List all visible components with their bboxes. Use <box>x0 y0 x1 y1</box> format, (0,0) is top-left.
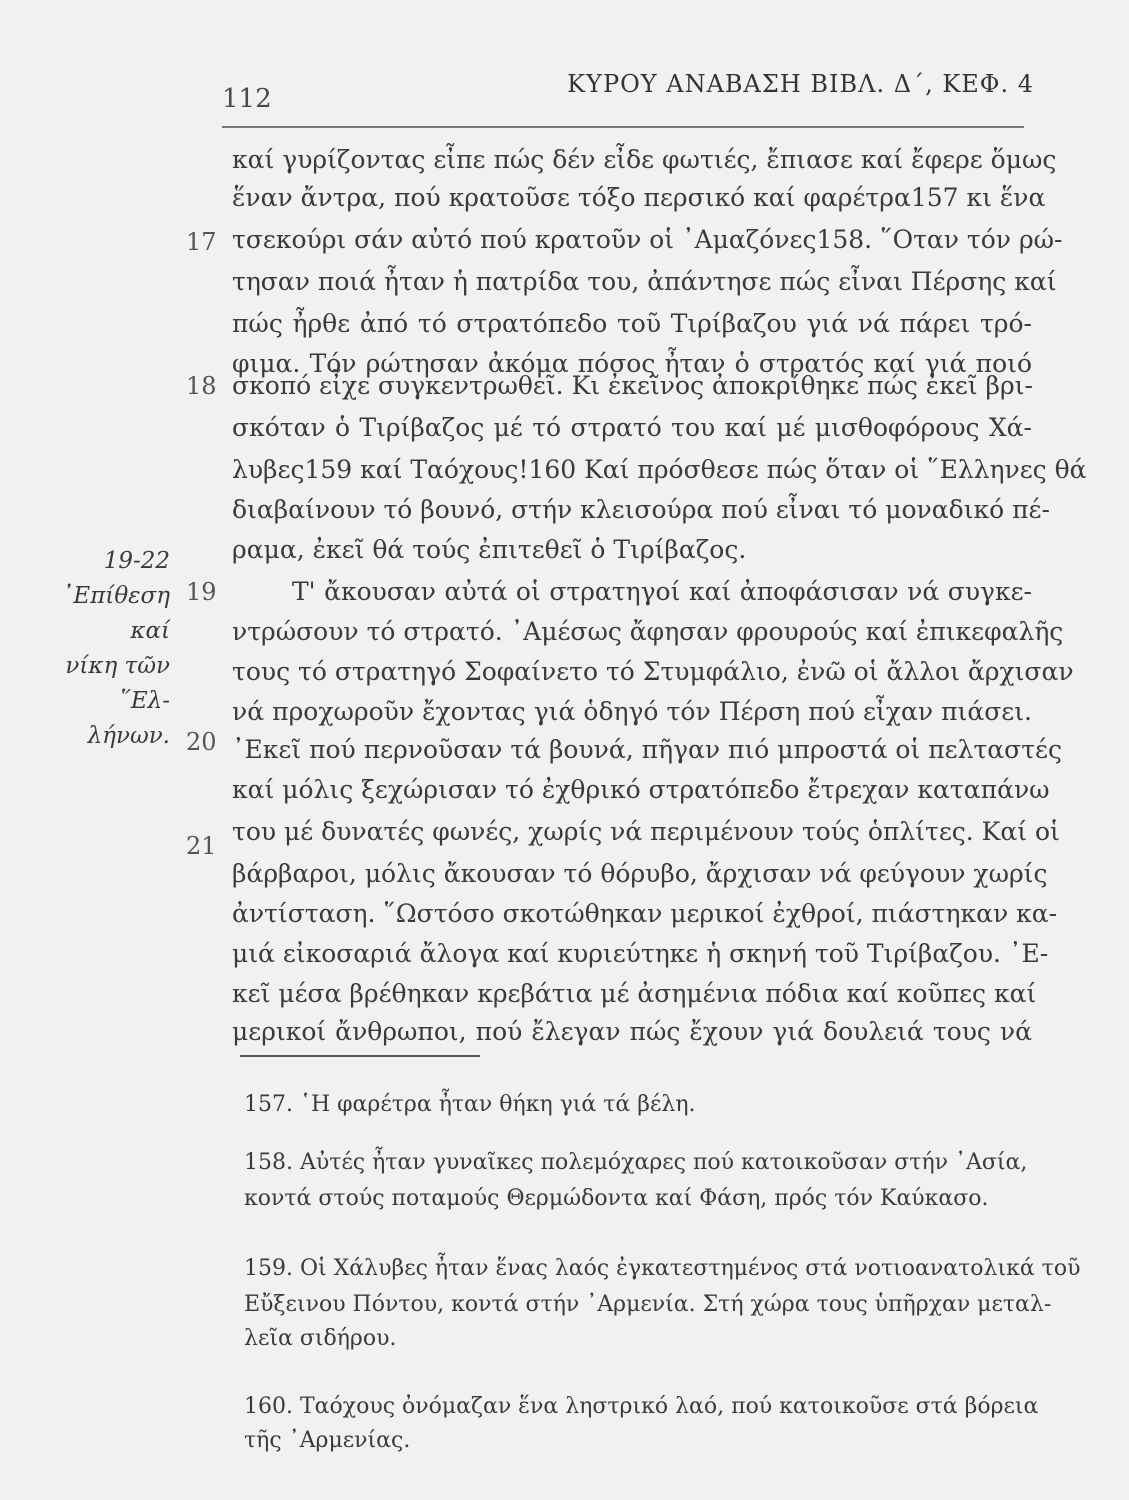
text-line: ᾿Εκεῖ πού περνοῦσαν τά βουνά, πῆγαν πιό μπροστά οἱ πελταστές <box>232 735 1063 764</box>
text-line: τους τό στρατηγό Σοφαίνετο τό Στυμφάλιο, ἐνῶ οἱ ἄλλοι ἄρχισαν <box>232 657 1074 686</box>
side-note-range: 19-22 <box>103 548 170 574</box>
text-line: μερικοί ἄνθρωποι, πού ἔλεγαν πώς ἔχουν γιά δουλειά τους νά <box>232 1017 1032 1046</box>
footnote-159: 159. Οἱ Χάλυβες ἦταν ἕνας λαός ἐγκατεστημένος στά νοτιοανατολικά τοῦ <box>244 1256 1081 1281</box>
running-head: ΚΥΡΟΥ ΑΝΑΒΑΣΗ ΒΙΒΛ. Δ΄, ΚΕΦ. 4 <box>567 70 1034 98</box>
side-note-line: ᾿Επίθεση καί <box>61 583 170 644</box>
text-line: σκοπό εἶχε συγκεντρωθεῖ. Κι ἐκεῖνος ἀποκρίθηκε πώς ἐκεῖ βρι- <box>232 371 1033 400</box>
text-line: τσεκούρι σάν αὐτό πού κρατοῦν οἱ ᾿Αμαζόνες158. ῞Οταν τόν ρώ- <box>232 225 1063 254</box>
line-number-21: 21 <box>186 832 217 860</box>
line-number-17: 17 <box>186 228 217 256</box>
text-line: καί μόλις ξεχώρισαν τό ἐχθρικό στρατόπεδο ἔτρεχαν καταπάνω <box>232 775 1050 804</box>
text-line: φιμα. Τόν ρώτησαν ἀκόμα πόσος ἦταν ὁ στρατός καί γιά ποιό <box>232 349 1032 378</box>
text-line: του μέ δυνατές φωνές, χωρίς νά περιμένουν τούς ὁπλίτες. Καί οἱ <box>232 817 1060 846</box>
text-line: ἀντίσταση. ῞Ωστόσο σκοτώθηκαν μερικοί ἐχθροί, πιάστηκαν κα- <box>232 899 1058 928</box>
footnote-157: 157. ῾Η φαρέτρα ἦταν θήκη γιά τά βέλη. <box>244 1092 696 1117</box>
text-line: πώς ἦρθε ἀπό τό στρατόπεδο τοῦ Τιρίβαζου γιά νά πάρει τρό- <box>232 309 1032 338</box>
line-number-20: 20 <box>186 728 217 756</box>
footnote-160: 160. Ταόχους ὀνόμαζαν ἕνα ληστρικό λαό, πού κατοικοῦσε στά βόρεια <box>244 1394 1039 1419</box>
side-note-line: λήνων. <box>87 723 170 749</box>
text-line: νά προχωροῦν ἔχοντας γιά ὁδηγό τόν Πέρση πού εἶχαν πιάσει. <box>232 697 1032 726</box>
text-line: καί γυρίζοντας εἶπε πώς δέν εἶδε φωτιές, ἔπιασε καί ἔφερε ὅμως <box>232 145 1057 174</box>
text-line: μιά εἰκοσαριά ἄλογα καί κυριεύτηκε ἡ σκηνή τοῦ Τιρίβαζου. ᾿Ε- <box>232 939 1049 968</box>
footnote-158-cont: κοντά στούς ποταμούς Θερμώδοντα καί Φάση, πρός τόν Καύκασο. <box>244 1186 989 1211</box>
text-line: ραμα, ἐκεῖ θά τούς ἐπιτεθεῖ ὁ Τιρίβαζος. <box>232 535 747 564</box>
header-rule <box>222 126 1024 128</box>
text-line: Τ' ἄκουσαν αὐτά οἱ στρατηγοί καί ἀποφάσισαν νά συγκε- <box>292 577 1032 606</box>
footnote-159-cont: λεῖα σιδήρου. <box>244 1326 397 1351</box>
line-number-19: 19 <box>186 578 217 606</box>
text-line: ἕναν ἄντρα, πού κρατοῦσε τόξο περσικό καί φαρέτρα157 κι ἕνα <box>232 183 1046 212</box>
footnote-158: 158. Αὐτές ἦταν γυναῖκες πολεμόχαρες πού κατοικοῦσαν στήν ᾿Ασία, <box>244 1150 1028 1175</box>
side-note-line: νίκη τῶν ῞Ελ- <box>65 653 170 714</box>
text-line: ντρώσουν τό στρατό. ᾿Αμέσως ἄφησαν φρουρούς καί ἐπικεφαλῆς <box>232 617 1064 646</box>
side-note <box>30 544 170 754</box>
footnote-159-cont: Εὔξεινου Πόντου, κοντά στήν ᾿Αρμενία. Στή χώρα τους ὑπῆρχαν μεταλ- <box>244 1292 1052 1317</box>
page-number: 112 <box>222 84 272 114</box>
text-line: διαβαίνουν τό βουνό, στήν κλεισούρα πού εἶναι τό μοναδικό πέ- <box>232 495 1050 524</box>
footnote-160-cont: τῆς ᾿Αρμενίας. <box>244 1428 411 1453</box>
text-line: κεῖ μέσα βρέθηκαν κρεβάτια μέ ἀσημένια πόδια καί κοῦπες καί <box>232 979 1037 1008</box>
footnote-rule <box>240 1055 480 1057</box>
text-line: σκόταν ὁ Τιρίβαζος μέ τό στρατό του καί μέ μισθοφόρους Χά- <box>232 413 1032 442</box>
text-line: λυβες159 καί Ταόχους!160 Καί πρόσθεσε πώς ὅταν οἱ ῞Ελληνες θά <box>232 455 1087 484</box>
text-line: βάρβαροι, μόλις ἄκουσαν τό θόρυβο, ἄρχισαν νά φεύγουν χωρίς <box>232 859 1048 888</box>
text-line: τησαν ποιά ἦταν ἡ πατρίδα του, ἀπάντησε πώς εἶναι Πέρσης καί <box>232 267 1057 296</box>
line-number-18: 18 <box>186 372 217 400</box>
